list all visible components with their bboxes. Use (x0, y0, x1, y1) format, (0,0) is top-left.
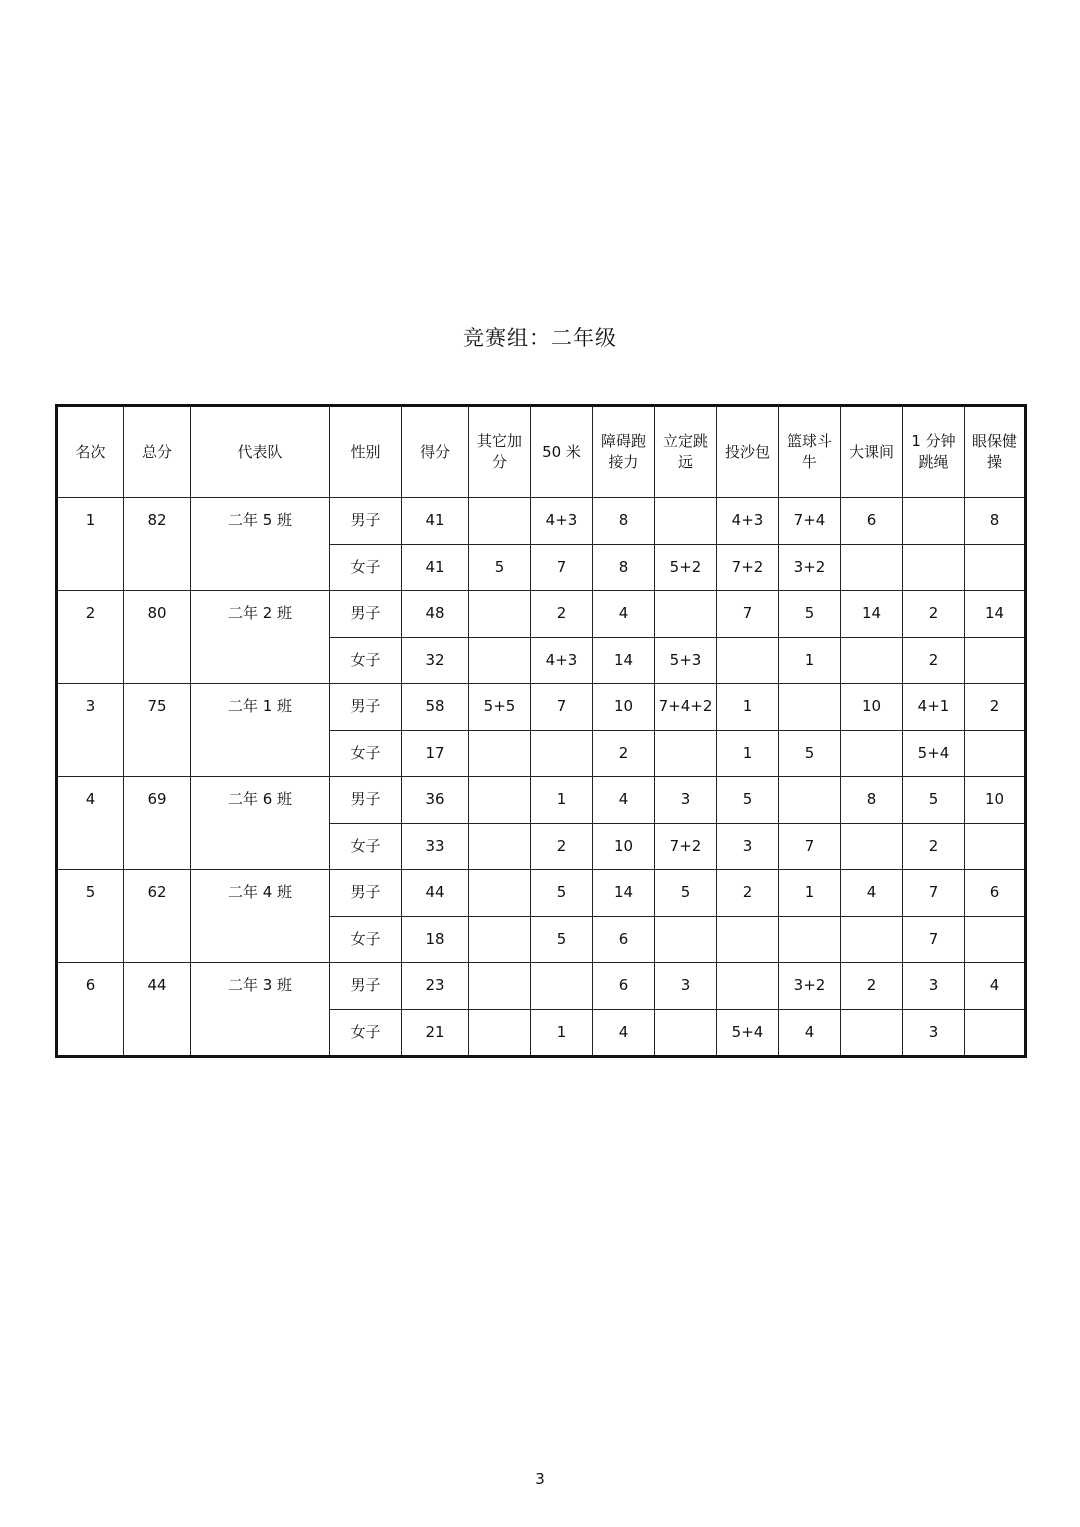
obstacle-relay-cell: 4 (593, 591, 655, 638)
rank-cell: 6 (57, 963, 124, 1057)
gender-cell: 男子 (330, 684, 402, 731)
header-score: 得分 (402, 406, 469, 498)
bonus-cell: 5+5 (469, 684, 531, 731)
sandbag-throw-cell (717, 916, 779, 963)
score-cell: 36 (402, 777, 469, 824)
bonus-cell (469, 870, 531, 917)
50m-cell: 1 (531, 777, 593, 824)
standing-jump-cell: 5+2 (655, 544, 717, 591)
standing-jump-cell (655, 591, 717, 638)
sandbag-throw-cell: 1 (717, 730, 779, 777)
recess-exercise-cell (841, 730, 903, 777)
basketball-cell: 3+2 (779, 963, 841, 1010)
bonus-cell (469, 777, 531, 824)
header-team: 代表队 (191, 406, 330, 498)
table-row (57, 684, 1026, 731)
score-cell: 21 (402, 1009, 469, 1057)
rank-cell: 5 (57, 870, 124, 963)
recess-exercise-cell: 6 (841, 498, 903, 545)
score-table (55, 404, 1027, 1058)
obstacle-relay-cell: 2 (593, 730, 655, 777)
50m-cell: 7 (531, 684, 593, 731)
basketball-cell: 7+4 (779, 498, 841, 545)
table-row (57, 777, 1026, 824)
score-cell: 23 (402, 963, 469, 1010)
standing-jump-cell: 5+3 (655, 637, 717, 684)
score-cell: 44 (402, 870, 469, 917)
50m-cell: 2 (531, 823, 593, 870)
bonus-cell (469, 730, 531, 777)
recess-exercise-cell: 14 (841, 591, 903, 638)
standing-jump-cell: 3 (655, 777, 717, 824)
50m-cell (531, 730, 593, 777)
score-cell: 41 (402, 544, 469, 591)
bonus-cell (469, 637, 531, 684)
eye-exercise-cell: 8 (965, 498, 1026, 545)
basketball-cell: 1 (779, 637, 841, 684)
gender-cell: 男子 (330, 963, 402, 1010)
gender-cell: 女子 (330, 544, 402, 591)
team-cell: 二年 6 班 (191, 777, 330, 870)
basketball-cell: 5 (779, 730, 841, 777)
rope-skipping-cell: 2 (903, 823, 965, 870)
50m-cell: 4+3 (531, 498, 593, 545)
eye-exercise-cell: 6 (965, 870, 1026, 917)
header-rope-skipping: 1 分钟跳绳 (903, 406, 965, 498)
rope-skipping-cell: 5 (903, 777, 965, 824)
rope-skipping-cell: 7 (903, 870, 965, 917)
gender-cell: 男子 (330, 591, 402, 638)
standing-jump-cell (655, 916, 717, 963)
standing-jump-cell (655, 730, 717, 777)
page-title: 竞赛组：二年级 (463, 326, 617, 350)
gender-cell: 女子 (330, 730, 402, 777)
header-standing-jump: 立定跳远 (655, 406, 717, 498)
50m-cell (531, 963, 593, 1010)
eye-exercise-cell: 10 (965, 777, 1026, 824)
score-cell: 48 (402, 591, 469, 638)
basketball-cell: 1 (779, 870, 841, 917)
score-cell: 18 (402, 916, 469, 963)
team-cell: 二年 2 班 (191, 591, 330, 684)
rope-skipping-cell (903, 544, 965, 591)
sandbag-throw-cell: 1 (717, 684, 779, 731)
sandbag-throw-cell: 2 (717, 870, 779, 917)
basketball-cell: 4 (779, 1009, 841, 1057)
50m-cell: 7 (531, 544, 593, 591)
header-total: 总分 (124, 406, 191, 498)
header-bonus: 其它加分 (469, 406, 531, 498)
header-eye-exercise: 眼保健操 (965, 406, 1026, 498)
standing-jump-cell: 7+4+2 (655, 684, 717, 731)
total-cell: 62 (124, 870, 191, 963)
bonus-cell (469, 916, 531, 963)
basketball-cell: 5 (779, 591, 841, 638)
page-number: 3 (535, 1470, 545, 1488)
obstacle-relay-cell: 4 (593, 1009, 655, 1057)
recess-exercise-cell (841, 1009, 903, 1057)
sandbag-throw-cell: 5 (717, 777, 779, 824)
header-recess-exercise: 大课间 (841, 406, 903, 498)
standing-jump-cell (655, 498, 717, 545)
sandbag-throw-cell: 3 (717, 823, 779, 870)
rank-cell: 3 (57, 684, 124, 777)
50m-cell: 5 (531, 870, 593, 917)
basketball-cell (779, 916, 841, 963)
recess-exercise-cell (841, 823, 903, 870)
gender-cell: 女子 (330, 637, 402, 684)
obstacle-relay-cell: 6 (593, 963, 655, 1010)
eye-exercise-cell: 4 (965, 963, 1026, 1010)
header-basketball: 篮球斗牛 (779, 406, 841, 498)
header-sandbag-throw: 投沙包 (717, 406, 779, 498)
team-cell: 二年 5 班 (191, 498, 330, 591)
table-row (57, 963, 1026, 1010)
rope-skipping-cell: 3 (903, 963, 965, 1010)
rank-cell: 2 (57, 591, 124, 684)
gender-cell: 男子 (330, 498, 402, 545)
standing-jump-cell: 3 (655, 963, 717, 1010)
sandbag-throw-cell: 5+4 (717, 1009, 779, 1057)
rank-cell: 4 (57, 777, 124, 870)
bonus-cell (469, 498, 531, 545)
score-cell: 41 (402, 498, 469, 545)
gender-cell: 男子 (330, 870, 402, 917)
rope-skipping-cell: 7 (903, 916, 965, 963)
recess-exercise-cell (841, 916, 903, 963)
eye-exercise-cell: 2 (965, 684, 1026, 731)
table-row (57, 498, 1026, 545)
eye-exercise-cell (965, 916, 1026, 963)
basketball-cell: 7 (779, 823, 841, 870)
recess-exercise-cell: 10 (841, 684, 903, 731)
basketball-cell: 3+2 (779, 544, 841, 591)
basketball-cell (779, 777, 841, 824)
rope-skipping-cell: 2 (903, 591, 965, 638)
standing-jump-cell: 7+2 (655, 823, 717, 870)
bonus-cell (469, 1009, 531, 1057)
sandbag-throw-cell (717, 963, 779, 1010)
table-header-row (57, 406, 1026, 498)
total-cell: 82 (124, 498, 191, 591)
obstacle-relay-cell: 14 (593, 637, 655, 684)
team-cell: 二年 1 班 (191, 684, 330, 777)
recess-exercise-cell (841, 544, 903, 591)
gender-cell: 女子 (330, 1009, 402, 1057)
score-cell: 32 (402, 637, 469, 684)
recess-exercise-cell (841, 637, 903, 684)
total-cell: 75 (124, 684, 191, 777)
score-cell: 33 (402, 823, 469, 870)
header-gender: 性别 (330, 406, 402, 498)
score-cell: 17 (402, 730, 469, 777)
rope-skipping-cell: 3 (903, 1009, 965, 1057)
recess-exercise-cell: 8 (841, 777, 903, 824)
table-body (57, 498, 1026, 1057)
standing-jump-cell: 5 (655, 870, 717, 917)
table-row (57, 591, 1026, 638)
eye-exercise-cell (965, 1009, 1026, 1057)
50m-cell: 5 (531, 916, 593, 963)
rope-skipping-cell: 5+4 (903, 730, 965, 777)
gender-cell: 女子 (330, 916, 402, 963)
header-50m: 50 米 (531, 406, 593, 498)
eye-exercise-cell (965, 637, 1026, 684)
gender-cell: 女子 (330, 823, 402, 870)
rope-skipping-cell (903, 498, 965, 545)
header-obstacle-relay: 障碍跑接力 (593, 406, 655, 498)
sandbag-throw-cell: 7 (717, 591, 779, 638)
obstacle-relay-cell: 8 (593, 544, 655, 591)
obstacle-relay-cell: 10 (593, 684, 655, 731)
bonus-cell (469, 823, 531, 870)
rope-skipping-cell: 4+1 (903, 684, 965, 731)
score-cell: 58 (402, 684, 469, 731)
bonus-cell: 5 (469, 544, 531, 591)
header-rank: 名次 (57, 406, 124, 498)
bonus-cell (469, 963, 531, 1010)
basketball-cell (779, 684, 841, 731)
eye-exercise-cell (965, 730, 1026, 777)
50m-cell: 4+3 (531, 637, 593, 684)
50m-cell: 1 (531, 1009, 593, 1057)
recess-exercise-cell: 2 (841, 963, 903, 1010)
team-cell: 二年 4 班 (191, 870, 330, 963)
recess-exercise-cell: 4 (841, 870, 903, 917)
total-cell: 80 (124, 591, 191, 684)
eye-exercise-cell (965, 544, 1026, 591)
obstacle-relay-cell: 6 (593, 916, 655, 963)
obstacle-relay-cell: 4 (593, 777, 655, 824)
obstacle-relay-cell: 10 (593, 823, 655, 870)
obstacle-relay-cell: 8 (593, 498, 655, 545)
sandbag-throw-cell: 7+2 (717, 544, 779, 591)
rope-skipping-cell: 2 (903, 637, 965, 684)
total-cell: 44 (124, 963, 191, 1057)
sandbag-throw-cell: 4+3 (717, 498, 779, 545)
bonus-cell (469, 591, 531, 638)
sandbag-throw-cell (717, 637, 779, 684)
team-cell: 二年 3 班 (191, 963, 330, 1057)
gender-cell: 男子 (330, 777, 402, 824)
table-row (57, 870, 1026, 917)
eye-exercise-cell (965, 823, 1026, 870)
total-cell: 69 (124, 777, 191, 870)
obstacle-relay-cell: 14 (593, 870, 655, 917)
standing-jump-cell (655, 1009, 717, 1057)
rank-cell: 1 (57, 498, 124, 591)
eye-exercise-cell: 14 (965, 591, 1026, 638)
50m-cell: 2 (531, 591, 593, 638)
